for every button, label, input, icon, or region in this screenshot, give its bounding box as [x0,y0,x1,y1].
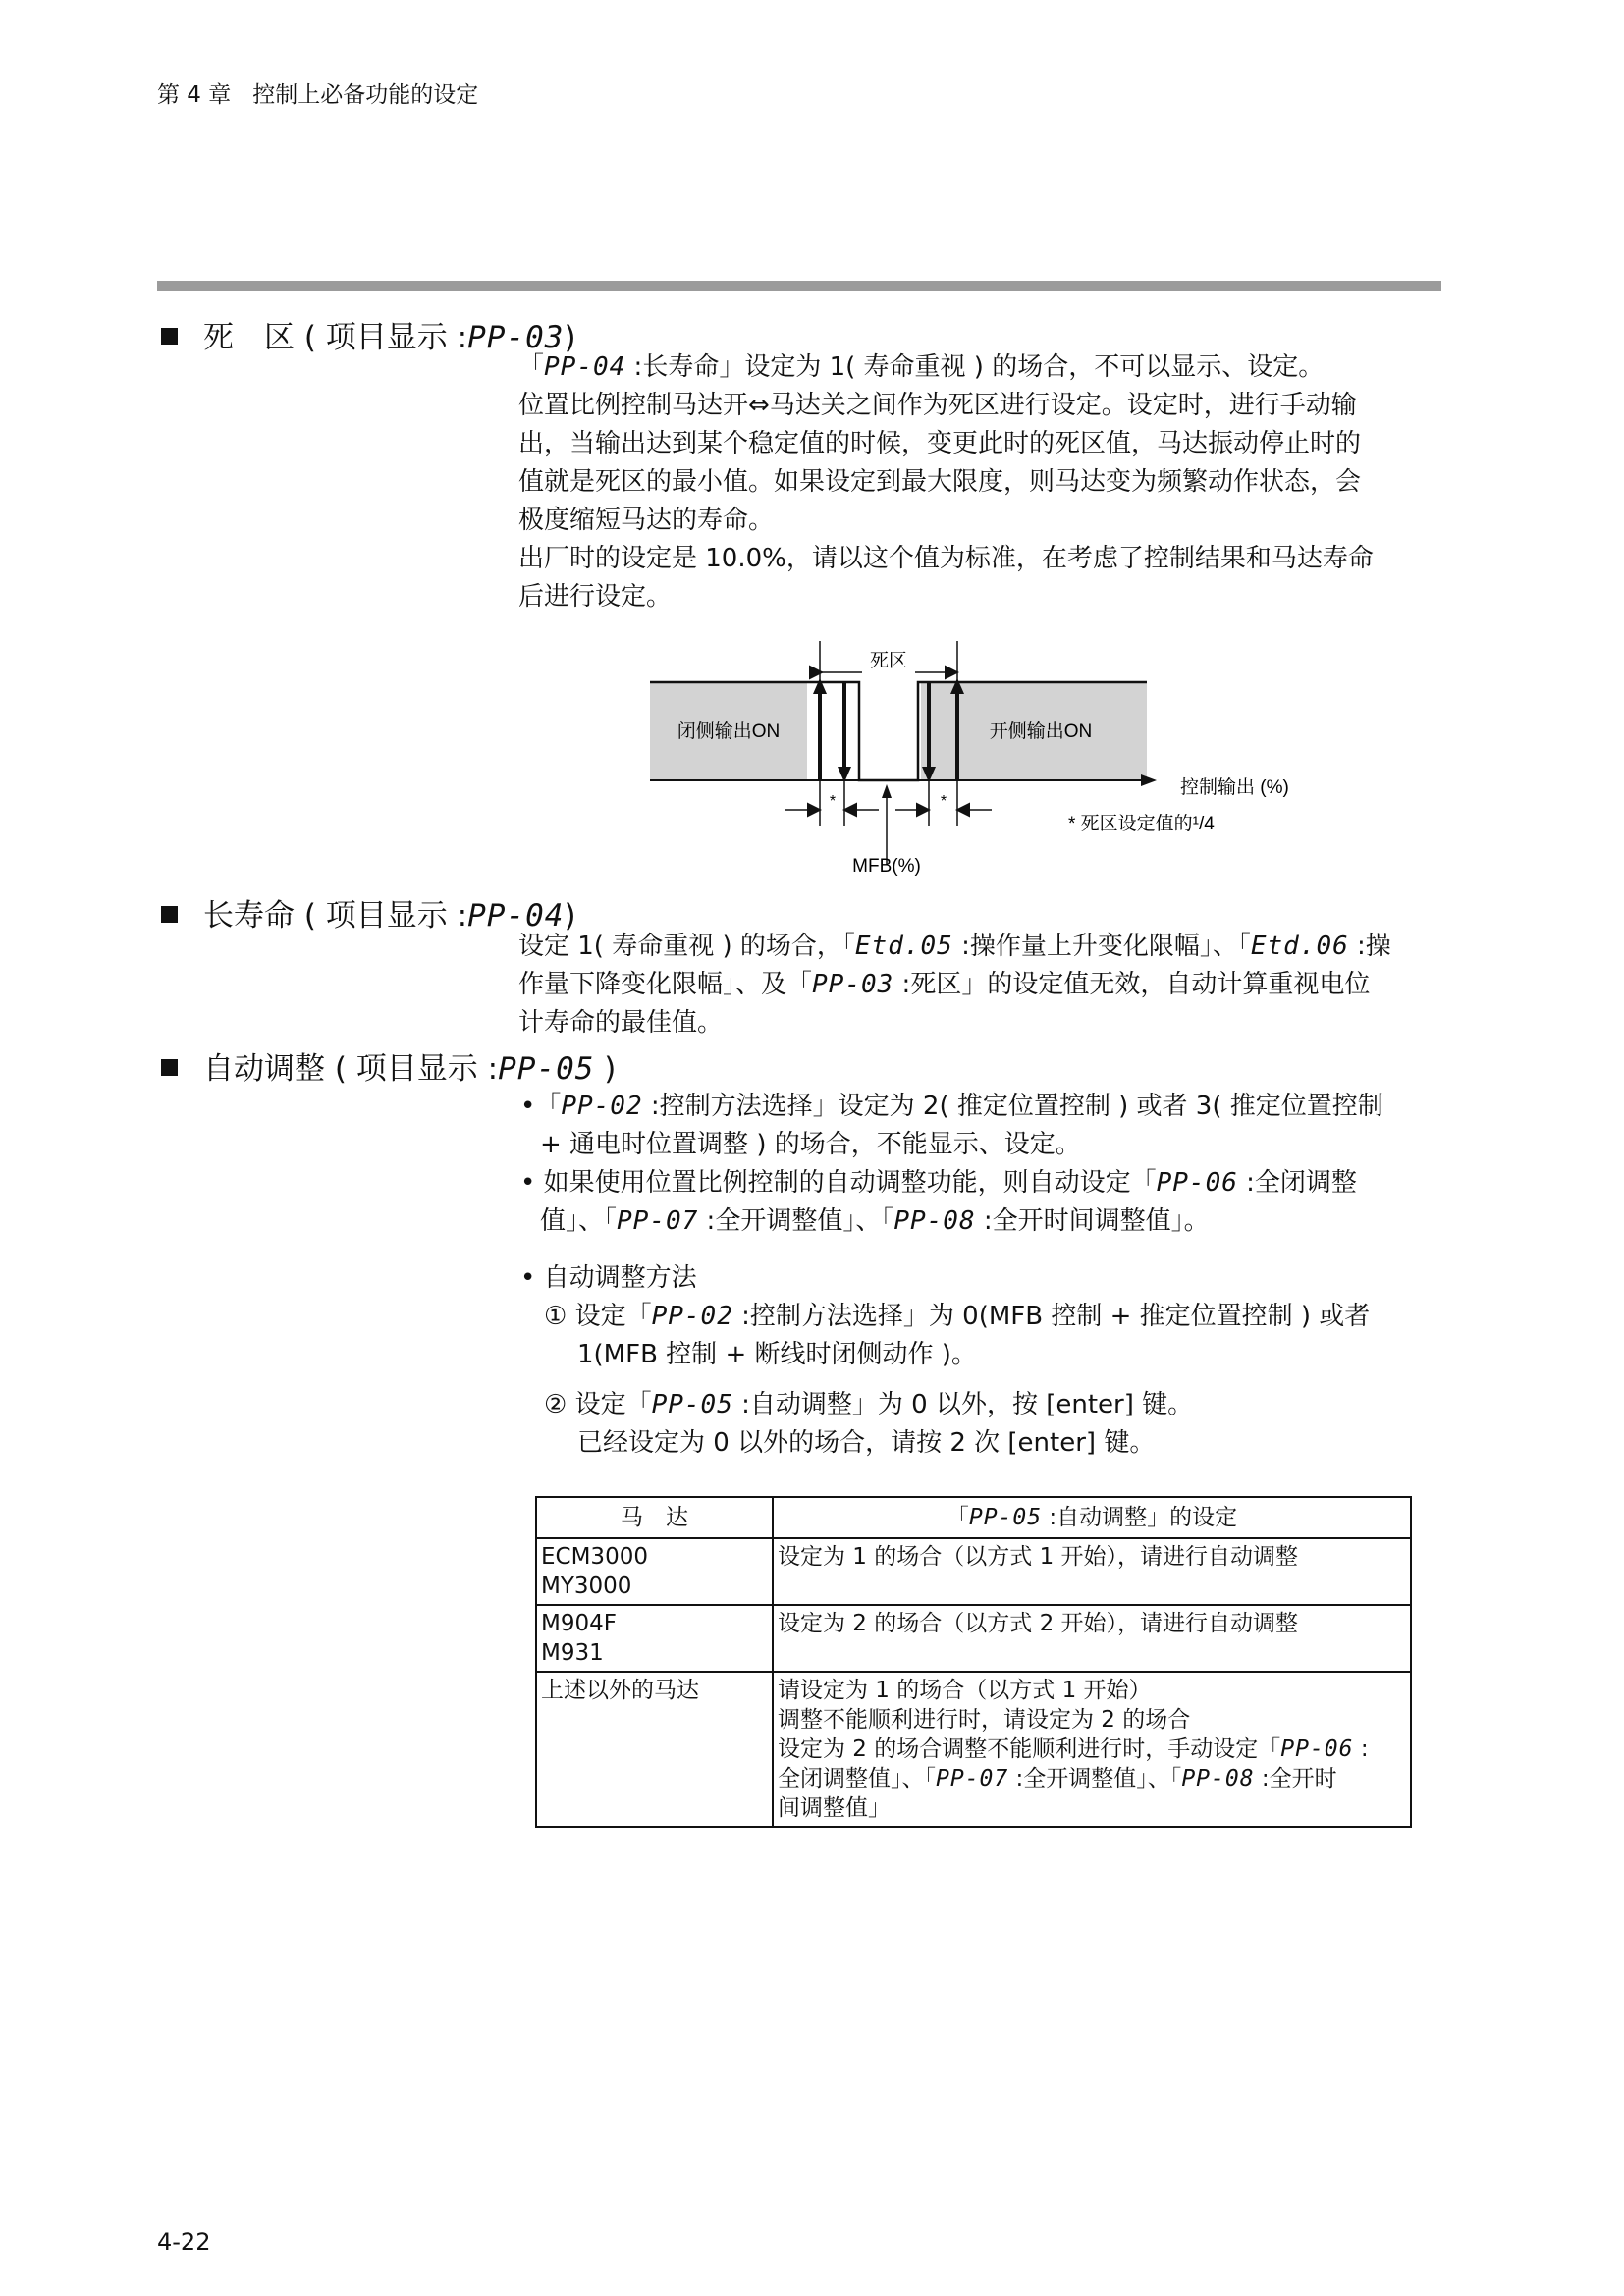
chapter-title: 控制上必备功能的设定 [252,82,479,108]
square-bullet-icon [161,906,178,923]
quarter-marker-right: * [940,793,947,810]
column-header-motor: 马 达 [536,1497,773,1538]
quarter-note: * 死区设定值的¹/4 [1068,814,1215,834]
table-row [536,1605,1411,1672]
chapter-header [157,77,478,109]
mfb-label: MFB(%) [852,856,921,877]
section-body-dead-zone: 「PP-04 :长寿命」设定为 1( 寿命重视 ) 的场合，不可以显示、设定。 位置比例控制马达开⇔马达关之间作为死区进行设定。设定时，进行手动输 出，当输出达到某个稳定值的时候，变更此时的死区值，马达振动停止时的 值就是死区的最小值。如果设定到最大限度，则马达变为频繁动作状态，会 极度缩短马达的寿命。 出厂时的设定是 10.0%，请以这个值为标准，在考虑了控制结果和马达寿命 后进行设定。 [518,352,1374,612]
motor-cell: M904F M931 [536,1605,773,1672]
arrow-up-icon [882,784,892,798]
section-body-long-life: 设定 1( 寿命重视 ) 的场合，「Etd.05 :操作量上升变化限幅」、「Etd.06 :操 作量下降变化限幅」、及「PP-03 :死区」的设定值无效，自动计算重视电位 计寿命的最佳值。 [518,932,1391,1038]
square-bullet-icon [161,328,178,345]
section-body-auto-tuning: •「PP-02 :控制方法选择」设定为 2( 推定位置控制 ) 或者 3( 推定位置控制 + 通电时位置调整 ) 的场合，不能显示、设定。 • 如果使用位置比例控制的自动调整功能，则自动设定「PP-06 :全闭调整 值」、「PP-07 :全开调整值」、「PP-08 :全开时间调整值」。 • 自动调整方法 ① 设定「PP-02 :控制方法选择」为 0(MFB 控制 + 推定位置控制 ) 或者 1(MFB 控制 + 断线时闭侧动作 )。 ② 设定「PP-05 :自动调整」为 0 以外，按 [enter] 键。 已经设定为 0 以外的场合，请按 2 次 [enter] 键。 [520,1092,1383,1458]
chapter-number: 第 4 章 [157,82,232,108]
column-header-setting: 「PP-05 :自动调整」的设定 [773,1497,1411,1538]
section-title-long-life: 长寿命 ( 项目显示 :PP-04) [161,890,576,934]
dead-zone-diagram [638,633,1326,879]
table-row [536,1538,1411,1605]
setting-cell: 设定为 1 的场合（以方式 1 开始），请进行自动调整 [773,1538,1411,1605]
open-on-label: 开侧输出ON [989,721,1093,742]
motor-cell: 上述以外的马达 [536,1672,773,1827]
motor-settings-table [535,1496,1412,1828]
table-row [536,1672,1411,1827]
square-bullet-icon [161,1059,178,1076]
motor-cell: ECM3000 MY3000 [536,1538,773,1605]
quarter-marker-left: * [829,793,837,810]
section-divider [157,281,1441,291]
table-header-row [536,1497,1411,1538]
setting-cell: 请设定为 1 的场合（以方式 1 开始） 调整不能顺利进行时，请设定为 2 的场合 设定为 2 的场合调整不能顺利进行时，手动设定「PP-06 : 全闭调整值」、「PP-07 :全开调整值」、「PP-08 :全开时 间调整值」 [773,1672,1411,1827]
closed-on-label: 闭侧输出ON [677,721,781,742]
section-title-auto-tuning: 自动调整 ( 项目显示 :PP-05 ) [161,1043,616,1088]
setting-cell: 设定为 2 的场合（以方式 2 开始），请进行自动调整 [773,1605,1411,1672]
dead-zone-label: 死区 [869,651,908,671]
axis-arrow-icon [1141,774,1157,786]
page-number: 4-22 [157,2228,211,2256]
control-output-label: 控制输出 (%) [1180,777,1289,798]
section-title-dead-zone: 死 区 ( 项目显示 :PP-03) [161,312,576,356]
